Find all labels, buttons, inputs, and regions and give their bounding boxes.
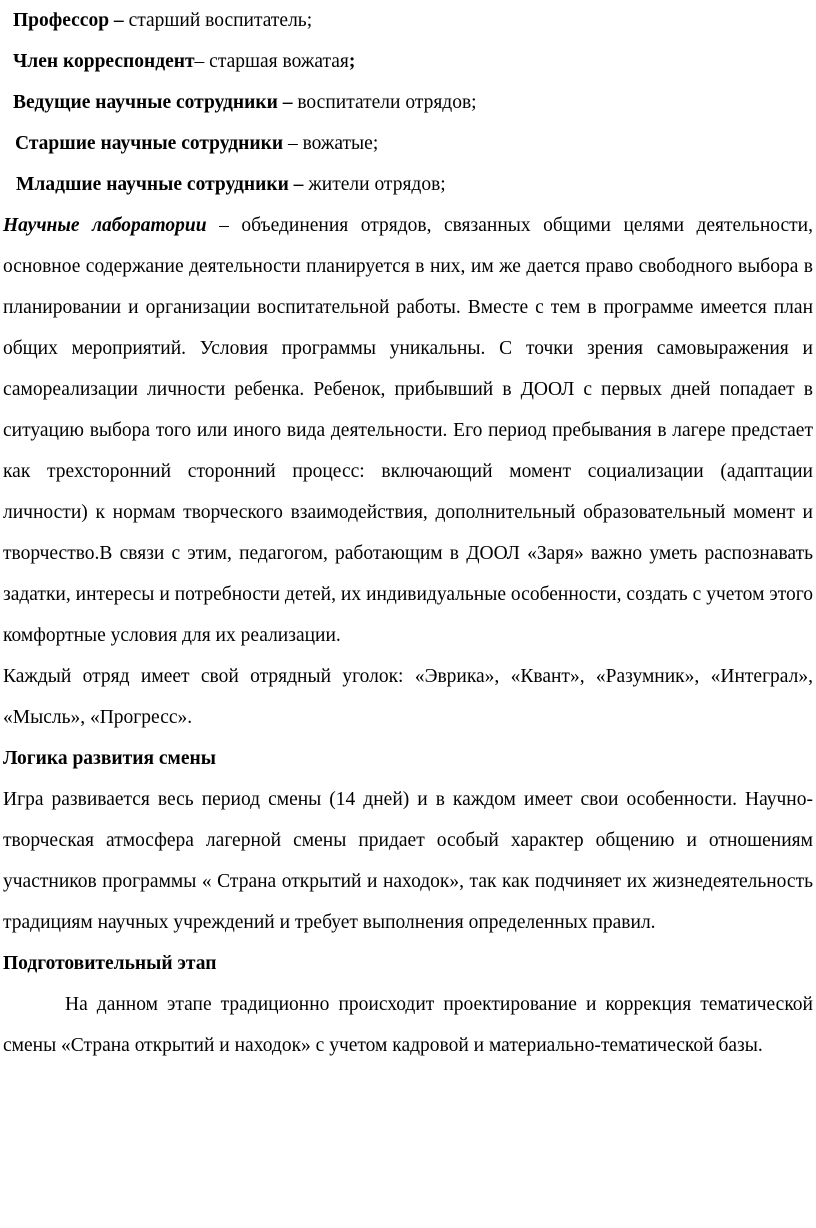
corners-paragraph: Каждый отряд имеет свой отрядный уголок: «Эврика», «Квант», «Разумник», «Интеграл», «Мысль», «Прогресс». (3, 666, 813, 728)
role-desc: воспитатели отрядов; (292, 92, 477, 113)
role-desc: старший воспитатель; (123, 10, 313, 31)
role-term: Младшие научные сотрудники – (16, 174, 304, 195)
role-line-junior-researchers (3, 164, 813, 205)
logic-heading: Логика развития смены (3, 748, 216, 769)
role-desc: – вожатые; (283, 133, 379, 154)
labs-paragraph (3, 205, 813, 656)
role-term: Старшие научные сотрудники (15, 133, 284, 154)
role-line-senior-researchers (3, 123, 813, 164)
role-term: Ведущие научные сотрудники – (13, 92, 293, 113)
labs-text: – объединения отрядов, связанных общими целями деятельности, основное содержание деятельности планируется в них, им же дается право свободного выбора в планировании и организации воспитательной работы. Вместе с тем в программе имеется план общих мероприятий. Условия программы уникальны. С точки зрения самовыражения и самореализации личности ребенка. Ребенок, прибывший в ДООЛ с первых дней попадает в ситуацию выбора того или иного вида деятельности. Его период пребывания в лагере предстает как трехсторонний сторонний процесс: включающий момент социализации (адаптации личности) к нормам творческого взаимодействия, дополнительный образовательный момент и творчество.В связи с этим, педагогом, работающим в ДООЛ «Заря» важно уметь распознавать задатки, интересы и потребности детей, их индивидуальные особенности, создать с учетом этого комфортные условия для их реализации. (3, 215, 813, 646)
role-line-leading-researchers (3, 82, 813, 123)
role-desc: жители отрядов; (303, 174, 446, 195)
role-line-professor (3, 0, 813, 41)
prep-heading: Подготовительный этап (3, 953, 217, 974)
labs-term: Научные лаборатории (3, 215, 207, 236)
role-line-corresponding-member (3, 41, 813, 82)
role-tail: ; (348, 51, 356, 72)
role-term: Член корреспондент (13, 51, 195, 72)
prep-paragraph: На данном этапе традиционно происходит проектирование и коррекция тематической смены «Страна открытий и находок» с учетом кадровой и материально-тематической базы. (3, 994, 813, 1056)
logic-paragraph: Игра развивается весь период смены (14 дней) и в каждом имеет свои особенности. Научно-творческая атмосфера лагерной смены придает особый характер общению и отношениям участников программы « Страна открытий и находок», так как подчиняет их жизнедеятельность традициям научных учреждений и требует выполнения определенных правил. (3, 789, 813, 933)
role-desc: – старшая вожатая (194, 51, 349, 72)
role-term: Профессор – (13, 10, 124, 31)
